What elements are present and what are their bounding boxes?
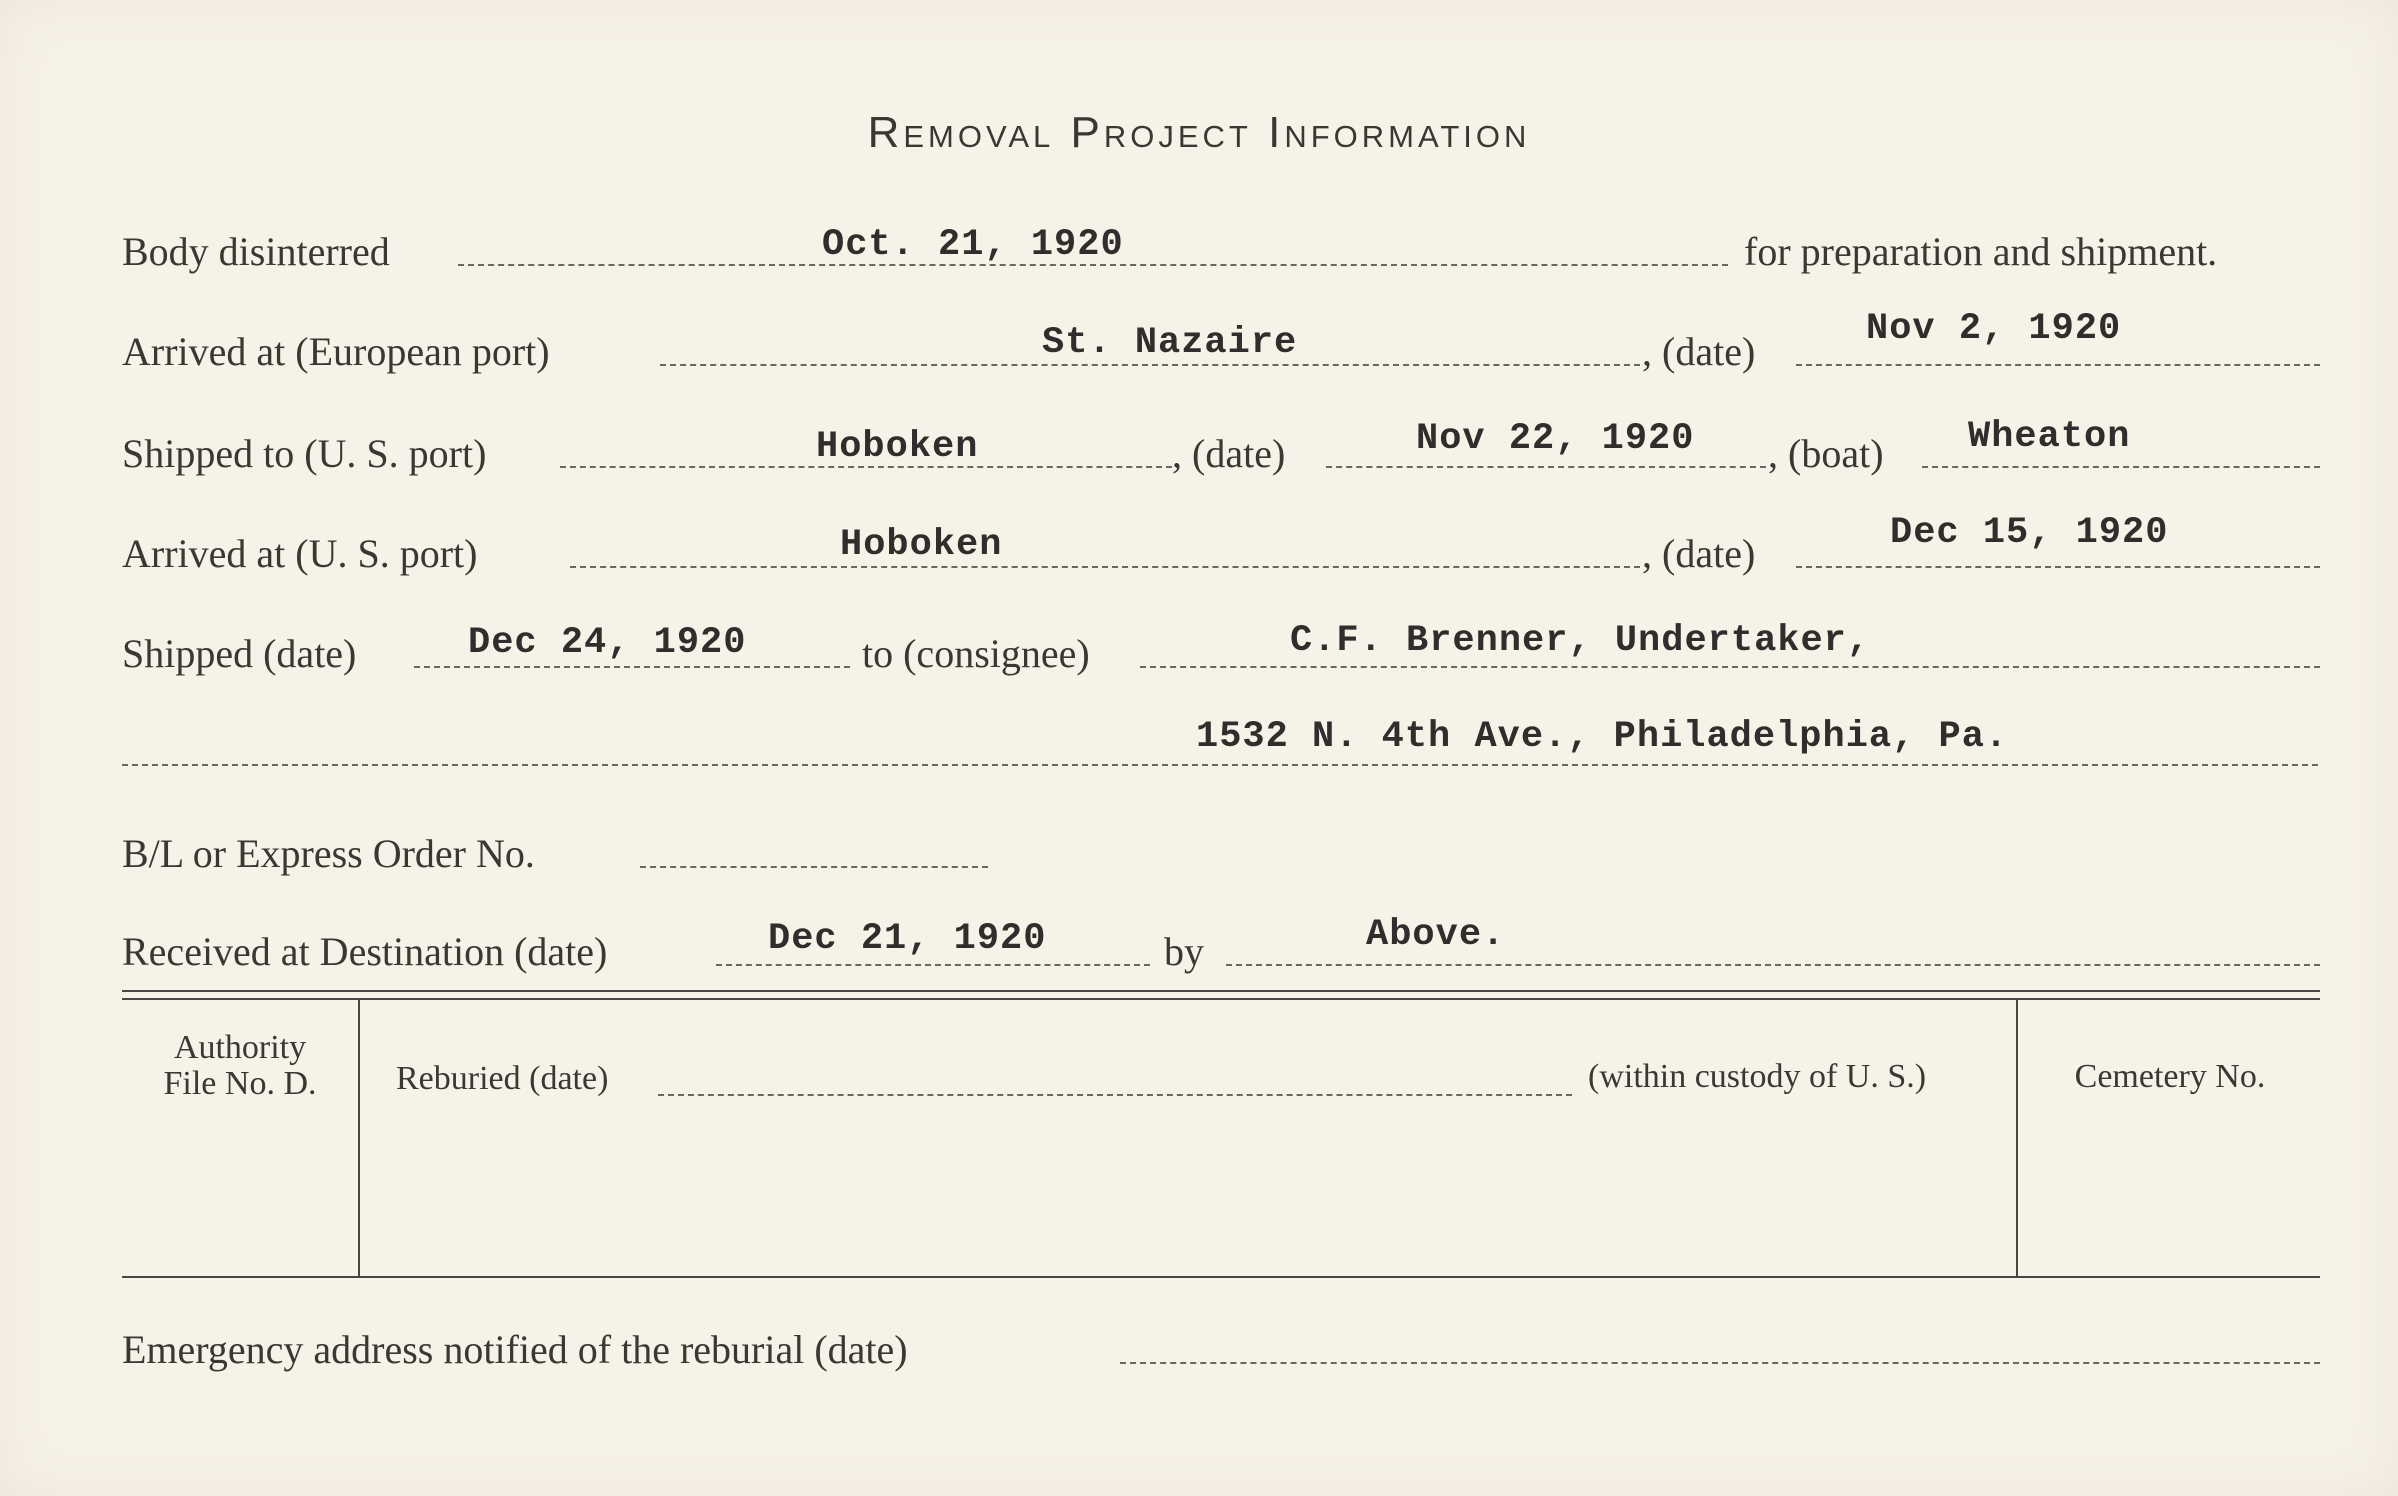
shipment-suffix: for preparation and shipment. <box>1744 229 2218 274</box>
consignee-label: to (consignee) <box>862 631 1090 676</box>
european-port-value: St. Nazaire <box>1042 322 1298 364</box>
cemetery-label: Cemetery No. <box>2074 1058 2266 1095</box>
boat-line <box>1922 466 2320 468</box>
received-date-value: Dec 21, 1920 <box>768 918 1047 960</box>
shipped-date-row-line <box>414 666 850 668</box>
shipped-us-port-value: Hoboken <box>816 426 979 468</box>
us-port-value: Hoboken <box>840 524 1003 566</box>
received-by-line <box>1226 964 2320 966</box>
us-port-line <box>570 566 1640 568</box>
boat-label: , (boat) <box>1768 431 1884 476</box>
european-date-line <box>1796 364 2320 366</box>
european-date-value: Nov 2, 1920 <box>1866 308 2122 350</box>
emergency-label: Emergency address notified of the reburial (date) <box>122 1327 908 1372</box>
us-port-date-label: , (date) <box>1642 531 1756 576</box>
table-top-rule-1 <box>122 990 2320 992</box>
boat-value: Wheaton <box>1968 416 2131 458</box>
table-divider-left <box>358 1000 360 1276</box>
custody-label: (within custody of U. S.) <box>1588 1058 1927 1095</box>
european-date-label: , (date) <box>1642 329 1756 374</box>
bl-order-label: B/L or Express Order No. <box>122 831 535 876</box>
us-port-date-value: Dec 15, 1920 <box>1890 512 2169 554</box>
received-by-label: by <box>1164 929 1204 974</box>
shipped-date-label: , (date) <box>1172 431 1286 476</box>
authority-line1: Authority <box>173 1029 307 1066</box>
us-port-date-line <box>1796 566 2320 568</box>
table-bottom-rule <box>122 1276 2320 1278</box>
reburied-label: Reburied (date) <box>396 1060 609 1097</box>
address-line <box>122 764 2318 766</box>
card-title: Removal Project Information <box>867 108 1531 157</box>
shipped-date-row-value: Dec 24, 1920 <box>468 622 747 664</box>
us-port-label: Arrived at (U. S. port) <box>122 531 478 576</box>
authority-line2: File No. D. <box>163 1065 317 1102</box>
reburied-line <box>658 1094 1572 1096</box>
consignee-line <box>1140 666 2320 668</box>
shipped-date-line <box>1326 466 1766 468</box>
received-by-value: Above. <box>1366 914 1506 956</box>
emergency-line <box>1120 1362 2320 1364</box>
table-divider-right <box>2016 1000 2018 1276</box>
authority-cell <box>122 1030 358 1102</box>
body-disinterred-label: Body disinterred <box>122 229 390 274</box>
bl-order-line <box>640 866 988 868</box>
shipped-us-port-label: Shipped to (U. S. port) <box>122 431 487 476</box>
body-disinterred-value: Oct. 21, 1920 <box>822 224 1124 266</box>
table-top-rule-2 <box>122 998 2320 1000</box>
european-port-label: Arrived at (European port) <box>122 329 550 374</box>
received-date-line <box>716 964 1150 966</box>
received-label: Received at Destination (date) <box>122 929 608 974</box>
shipped-date-row-label: Shipped (date) <box>122 631 357 676</box>
consignee-address: 1532 N. 4th Ave., Philadelphia, Pa. <box>1196 716 2009 758</box>
european-port-line <box>660 364 1640 366</box>
shipped-date-value: Nov 22, 1920 <box>1416 418 1695 460</box>
consignee-value: C.F. Brenner, Undertaker, <box>1290 620 1871 662</box>
